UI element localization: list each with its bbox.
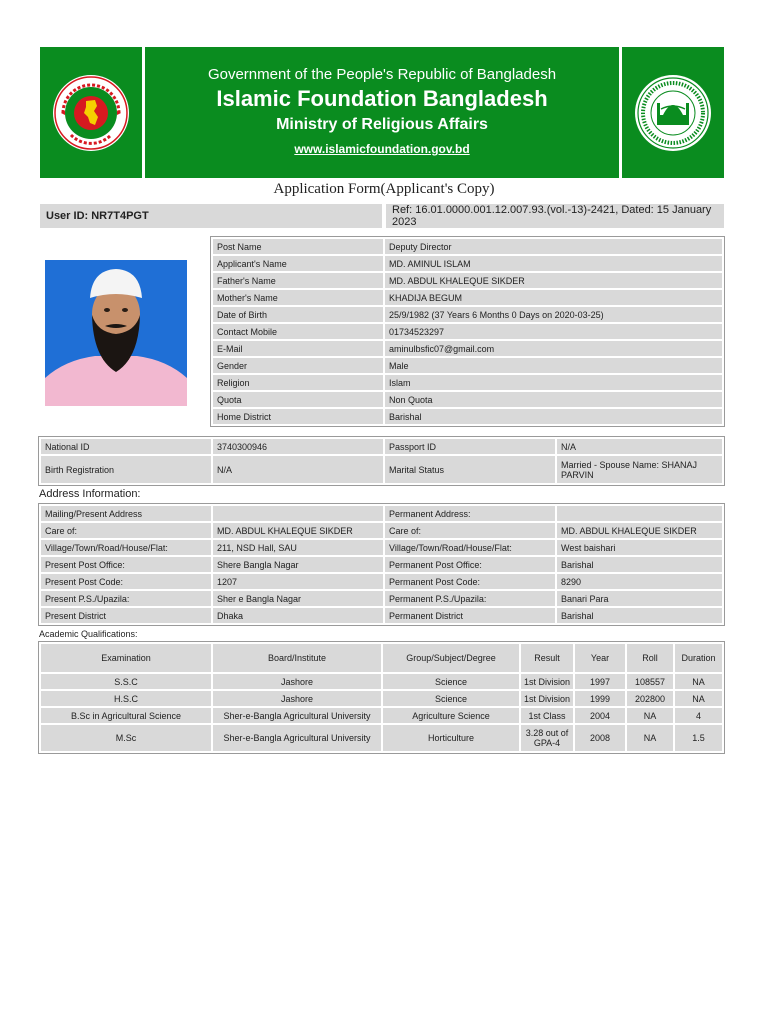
government-title: Government of the People's Republic of Bangladesh — [207, 66, 557, 83]
table-row — [41, 439, 722, 454]
field-label: Gender — [213, 358, 383, 373]
field-value: Deputy Director — [385, 239, 722, 254]
academic-cell: 1.5 — [675, 725, 722, 751]
academic-cell: 2008 — [575, 725, 625, 751]
table-row — [213, 324, 722, 339]
user-id-bar: User ID: NR7T4PGT — [40, 204, 382, 228]
column-header: Result — [521, 644, 573, 672]
passport-label: Passport ID — [385, 439, 555, 454]
birth-registration-value: N/A — [213, 456, 383, 483]
table-row — [41, 506, 722, 521]
field-label: Post Name — [213, 239, 383, 254]
islamic-foundation-logo-icon — [633, 73, 713, 153]
present-address-value: Shere Bangla Nagar — [213, 557, 383, 572]
column-header: Board/Institute — [213, 644, 381, 672]
academic-cell: S.S.C — [41, 674, 211, 689]
column-header: Year — [575, 644, 625, 672]
column-header: Examination — [41, 644, 211, 672]
table-row — [41, 644, 722, 672]
academic-cell: Science — [383, 691, 519, 706]
applicant-photo — [45, 260, 187, 406]
academic-cell: 108557 — [627, 674, 673, 689]
academic-cell: NA — [675, 674, 722, 689]
field-label: E-Mail — [213, 341, 383, 356]
permanent-address-value: Banari Para — [557, 591, 722, 606]
academic-cell: B.Sc in Agricultural Science — [41, 708, 211, 723]
present-address-label: Present Post Code: — [41, 574, 211, 589]
academic-cell: 1st Division — [521, 674, 573, 689]
table-row — [213, 341, 722, 356]
ministry-title: Ministry of Religious Affairs — [276, 116, 488, 133]
present-address-value: Dhaka — [213, 608, 383, 623]
table-row — [213, 358, 722, 373]
present-address-value: 211, NSD Hall, SAU — [213, 540, 383, 555]
academic-cell: Science — [383, 674, 519, 689]
table-row — [41, 674, 722, 689]
permanent-address-label: Permanent District — [385, 608, 555, 623]
academic-cell: NA — [627, 725, 673, 751]
address-table — [38, 503, 725, 626]
field-label: Applicant's Name — [213, 256, 383, 271]
academic-cell: 1999 — [575, 691, 625, 706]
personal-info-table — [210, 236, 725, 427]
academic-cell: 3.28 out of GPA-4 — [521, 725, 573, 751]
academic-cell: H.S.C — [41, 691, 211, 706]
permanent-address-label: Permanent P.S./Upazila: — [385, 591, 555, 606]
bangladesh-govt-seal-icon — [51, 73, 131, 153]
field-value: MD. AMINUL ISLAM — [385, 256, 722, 271]
field-label: Date of Birth — [213, 307, 383, 322]
identity-table — [38, 436, 725, 486]
field-value: Male — [385, 358, 722, 373]
academic-cell: Agriculture Science — [383, 708, 519, 723]
table-row — [41, 591, 722, 606]
national-id-label: National ID — [41, 439, 211, 454]
permanent-address-label: Permanent Post Code: — [385, 574, 555, 589]
field-value: 01734523297 — [385, 324, 722, 339]
marital-status-value: Married - Spouse Name: SHANAJ PARVIN — [557, 456, 722, 483]
permanent-address-value: Barishal — [557, 557, 722, 572]
national-id-value: 3740300946 — [213, 439, 383, 454]
academic-cell: Sher-e-Bangla Agricultural University — [213, 725, 381, 751]
table-row — [41, 708, 722, 723]
address-section-title: Address Information: — [39, 488, 141, 500]
field-label: Mother's Name — [213, 290, 383, 305]
mailing-address-header: Mailing/Present Address — [41, 506, 211, 521]
table-row — [213, 239, 722, 254]
present-address-value: Sher e Bangla Nagar — [213, 591, 383, 606]
table-row — [213, 256, 722, 271]
permanent-address-value: West baishari — [557, 540, 722, 555]
field-value: MD. ABDUL KHALEQUE SIKDER — [385, 273, 722, 288]
academic-cell: 202800 — [627, 691, 673, 706]
empty-cell — [557, 506, 722, 521]
field-value: Islam — [385, 375, 722, 390]
table-row — [41, 608, 722, 623]
academic-cell: M.Sc — [41, 725, 211, 751]
academic-cell: NA — [627, 708, 673, 723]
permanent-address-value: 8290 — [557, 574, 722, 589]
academic-cell: 1st Class — [521, 708, 573, 723]
permanent-address-label: Care of: — [385, 523, 555, 538]
table-row — [213, 392, 722, 407]
permanent-address-header: Permanent Address: — [385, 506, 555, 521]
organization-title: Islamic Foundation Bangladesh — [216, 86, 548, 111]
table-row — [213, 375, 722, 390]
birth-registration-label: Birth Registration — [41, 456, 211, 483]
foundation-logo-box — [622, 47, 724, 178]
academic-cell: Jashore — [213, 674, 381, 689]
present-address-label: Present P.S./Upazila: — [41, 591, 211, 606]
academic-cell: NA — [675, 691, 722, 706]
academic-cell: Horticulture — [383, 725, 519, 751]
header-titles — [145, 47, 619, 178]
present-address-label: Village/Town/Road/House/Flat: — [41, 540, 211, 555]
permanent-address-value: MD. ABDUL KHALEQUE SIKDER — [557, 523, 722, 538]
form-title: Application Form(Applicant's Copy) — [273, 181, 495, 197]
govt-seal-box — [40, 47, 142, 178]
academic-cell: 1st Division — [521, 691, 573, 706]
column-header: Group/Subject/Degree — [383, 644, 519, 672]
reference-bar: Ref: 16.01.0000.001.12.007.93.(vol.-13)-2421, Dated: 15 January 2023 — [386, 204, 724, 228]
academic-section-title: Academic Qualifications: — [39, 629, 138, 639]
table-row — [213, 307, 722, 322]
academic-cell: 2004 — [575, 708, 625, 723]
permanent-address-value: Barishal — [557, 608, 722, 623]
academic-cell: 1997 — [575, 674, 625, 689]
present-address-label: Present District — [41, 608, 211, 623]
academic-table — [38, 641, 725, 754]
present-address-label: Care of: — [41, 523, 211, 538]
table-row — [213, 290, 722, 305]
permanent-address-label: Permanent Post Office: — [385, 557, 555, 572]
table-row — [41, 540, 722, 555]
table-row — [213, 409, 722, 424]
field-value: aminulbsfic07@gmail.com — [385, 341, 722, 356]
field-value: Non Quota — [385, 392, 722, 407]
table-row — [41, 574, 722, 589]
table-row — [41, 691, 722, 706]
table-row — [41, 523, 722, 538]
present-address-value: 1207 — [213, 574, 383, 589]
column-header: Duration — [675, 644, 722, 672]
field-label: Father's Name — [213, 273, 383, 288]
marital-status-label: Marital Status — [385, 456, 555, 483]
table-row — [41, 456, 722, 483]
permanent-address-label: Village/Town/Road/House/Flat: — [385, 540, 555, 555]
present-address-value: MD. ABDUL KHALEQUE SIKDER — [213, 523, 383, 538]
field-label: Contact Mobile — [213, 324, 383, 339]
academic-cell: Jashore — [213, 691, 381, 706]
academic-cell: Sher-e-Bangla Agricultural University — [213, 708, 381, 723]
field-value: KHADIJA BEGUM — [385, 290, 722, 305]
empty-cell — [213, 506, 383, 521]
field-label: Quota — [213, 392, 383, 407]
table-row — [41, 725, 722, 751]
header-banner — [40, 47, 724, 178]
field-label: Home District — [213, 409, 383, 424]
academic-cell: 4 — [675, 708, 722, 723]
field-value: 25/9/1982 (37 Years 6 Months 0 Days on 2020-03-25) — [385, 307, 722, 322]
field-label: Religion — [213, 375, 383, 390]
table-row — [41, 557, 722, 572]
column-header: Roll — [627, 644, 673, 672]
passport-value: N/A — [557, 439, 722, 454]
present-address-label: Present Post Office: — [41, 557, 211, 572]
field-value: Barishal — [385, 409, 722, 424]
website-link[interactable]: www.islamicfoundation.gov.bd — [294, 142, 470, 156]
table-row — [213, 273, 722, 288]
